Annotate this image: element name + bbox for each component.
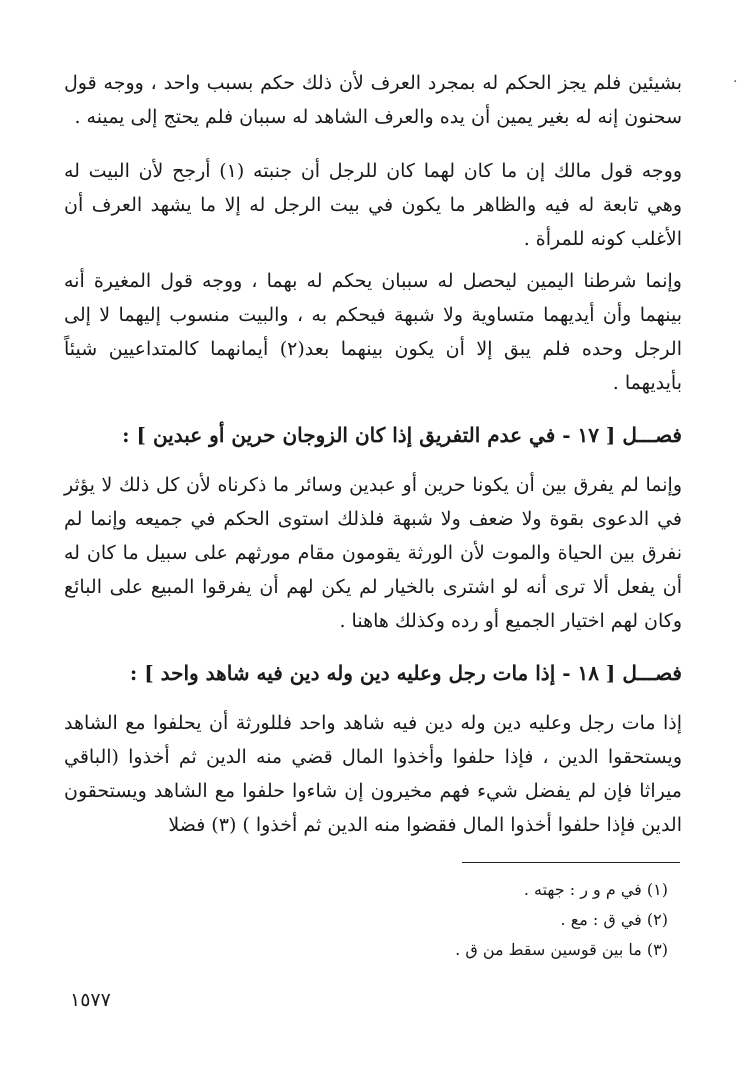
section-heading-18: فصـــل [ ١٨ - إذا مات رجل وعليه دين وله دين فيه شاهد واحد ] : (129, 661, 682, 685)
paragraph-5: إذا مات رجل وعليه دين وله دين فيه شاهد واحد فللورثة أن يحلفوا مع الشاهد ويستحقوا الدين ، فإذا حلفوا وأخذوا المال قضي منه الدين ثم أخذوا (الباقي ميراثا فإن لم يفضل شيء فهم مخيرون إن شاءوا حلفوا مع الشاهد ويستحقون الدين فإذا حلفوا أخذوا المال فقضوا منه الدين ثم أخذوا ) (٣) فضلا (64, 712, 682, 836)
section-heading-17: فصـــل [ ١٧ - في عدم التفريق إذا كان الزوجان حرين أو عبدين ] : (122, 423, 682, 447)
footnote-1: (١) في م و ر : جهته . (523, 880, 668, 899)
paragraph-2: ووجه قول مالك إن ما كان لهما كان للرجل أن جنبته (١) أرجح لأن البيت له وهي تابعة له فيه والظاهر ما يكون في بيت الرجل له إلا ما يشهد العرف أن الأغلب كونه للمرأة . (64, 160, 682, 250)
paragraph-1: بشيئين فلم يجز الحكم له بمجرد العرف لأن ذلك حكم بسبب واحد ، ووجه قول سحنون إنه له بغير يمين أن يده والعرف الشاهد له سببان فلم يحتج إلى يمينه . (64, 72, 682, 128)
paragraph-3: وإنما شرطنا اليمين ليحصل له سببان يحكم له بهما ، ووجه قول المغيرة أنه بينهما وأن أيديهما متساوية ولا شبهة فيحكم به ، والبيت منسوب إليهما لا إلى الرجل وحده فلم يبق إلا أن يكون بينهما بعد(٢) أيمانهما كالمتداعيين شيئاً بأيديهما . (64, 270, 682, 394)
margin-dot: · (733, 74, 738, 90)
paragraph-4: وإنما لم يفرق بين أن يكونا حرين أو عبدين وسائر ما ذكرناه لأن كل ذلك لا يؤثر في الدعوى بقوة ولا ضعف ولا شبهة فلذلك استوى الحكم في جميعه وإنما لم نفرق بين الحياة والموت لأن الورثة يقومون مقام مورثهم على سبيل ما كان له أن يفعل ألا ترى أنه لو اشترى بالخيار لم يكن لهم أن يفرقوا المبيع على البائع وكان لهم اختيار الجميع أو رده وكذلك هاهنا . (64, 474, 682, 632)
footnote-2: (٢) في ق : مع . (560, 910, 668, 929)
page-number: ١٥٧٧ (70, 989, 111, 1011)
footnote-separator (462, 862, 680, 863)
footnote-3: (٣) ما بين قوسين سقط من ق . (455, 940, 668, 959)
